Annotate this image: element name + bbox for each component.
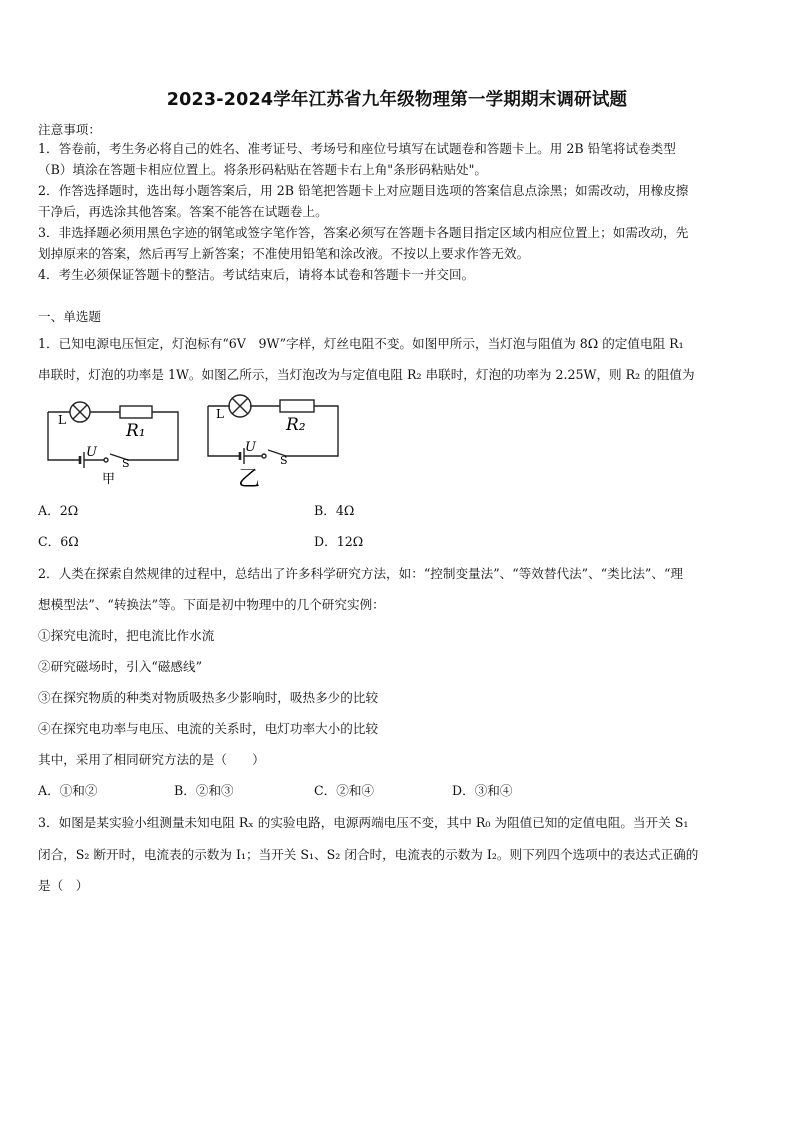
option-b: B．4Ω <box>314 503 355 518</box>
option-d: D．③和④ <box>452 783 513 798</box>
figure-caption: 乙 <box>238 467 261 490</box>
question-1-text: 串联时，灯泡的功率是 1W。如图乙所示，当灯泡改为与定值电阻 R₂ 串联时，灯泡的功率为 2.25W，则 R₂ 的阻值为 <box>38 367 695 382</box>
note-line: 干净后，再选涂其他答案。答案不能答在试题卷上。 <box>38 204 328 219</box>
question-3-text: 闭合，S₂ 断开时，电流表的示数为 I₁；当开关 S₁、S₂ 闭合时，电流表的示数为 I₂。则下列四个选项中的表达式正确的 <box>38 847 699 862</box>
example-item: ②研究磁场时，引入“磁感线” <box>38 659 203 674</box>
question-1-text: 1．已知电源电压恒定，灯泡标有“6V 9W”字样，灯丝电阻不变。如图甲所示，当灯泡与阻值为 8Ω 的定值电阻 R₁ <box>38 336 684 351</box>
source-label: U <box>86 445 97 460</box>
option-a: A．2Ω <box>38 503 79 518</box>
note-line: 划掉原来的答案，然后再写上新答案；不准使用铅笔和涂改液。不按以上要求作答无效。 <box>38 246 530 261</box>
question-2-ask: 其中，采用了相同研究方法的是（ ） <box>38 752 265 767</box>
note-line: 1．答卷前，考生务必将自己的姓名、准考证号、考场号和座位号填写在试题卷和答题卡上。用 2B 铅笔将试卷类型 <box>38 141 676 156</box>
example-item: ④在探究电功率与电压、电流的关系时，电灯功率大小的比较 <box>38 721 379 736</box>
resistor-label: R₂ <box>286 415 306 435</box>
option-d: D．12Ω <box>314 534 364 549</box>
note-line: （B）填涂在答题卡相应位置上。将条形码粘贴在答题卡右上角"条形码粘贴处"。 <box>38 162 488 177</box>
source-label: U <box>245 440 256 455</box>
note-line: 4．考生必须保证答题卡的整洁。考试结束后，请将本试卷和答题卡一并交回。 <box>38 267 475 282</box>
question-3-text: 3．如图是某实验小组测量未知电阻 Rₓ 的实验电路，电源两端电压不变，其中 R₀ 为阻值已知的定值电阻。当开关 S₁ <box>38 815 689 830</box>
question-2-text: 想模型法”、“转换法”等。下面是初中物理中的几个研究实例： <box>38 597 385 612</box>
circuit-diagram-jia <box>40 394 185 488</box>
circuit-diagram-yi <box>202 390 347 490</box>
example-item: ③在探究物质的种类对物质吸热多少影响时，吸热多少的比较 <box>38 690 379 705</box>
note-line: 3．非选择题必须用黑色字迹的钢笔或签字笔作答，答案必须写在答题卡各题目指定区域内相应位置上；如需改动，先 <box>38 225 689 240</box>
option-c: C．②和④ <box>314 783 375 798</box>
resistor-label: R₁ <box>126 421 146 441</box>
option-b: B．②和③ <box>174 783 234 798</box>
page-title: 2023-2024学年江苏省九年级物理第一学期期末调研试题 <box>166 90 628 110</box>
option-a: A．①和② <box>38 783 98 798</box>
figure-caption: 甲 <box>102 472 116 487</box>
option-c: C．6Ω <box>38 534 79 549</box>
switch-label: S <box>122 457 130 470</box>
question-3-text: 是（ ） <box>38 878 89 893</box>
question-2-text: 2．人类在探索自然规律的过程中，总结出了许多科学研究方法，如：“控制变量法”、“等效替代法”、“类比法”、“理 <box>38 566 683 581</box>
example-item: ①探究电流时，把电流比作水流 <box>38 628 215 643</box>
lamp-label: L <box>58 413 66 427</box>
switch-label: S <box>280 454 288 467</box>
section-heading: 一、单选题 <box>38 309 101 324</box>
note-line: 2．作答选择题时，选出每小题答案后，用 2B 铅笔把答题卡上对应题目选项的答案信息点涂黑；如需改动，用橡皮擦 <box>38 183 689 198</box>
lamp-label: L <box>216 407 224 421</box>
notes-heading: 注意事项： <box>38 122 101 137</box>
